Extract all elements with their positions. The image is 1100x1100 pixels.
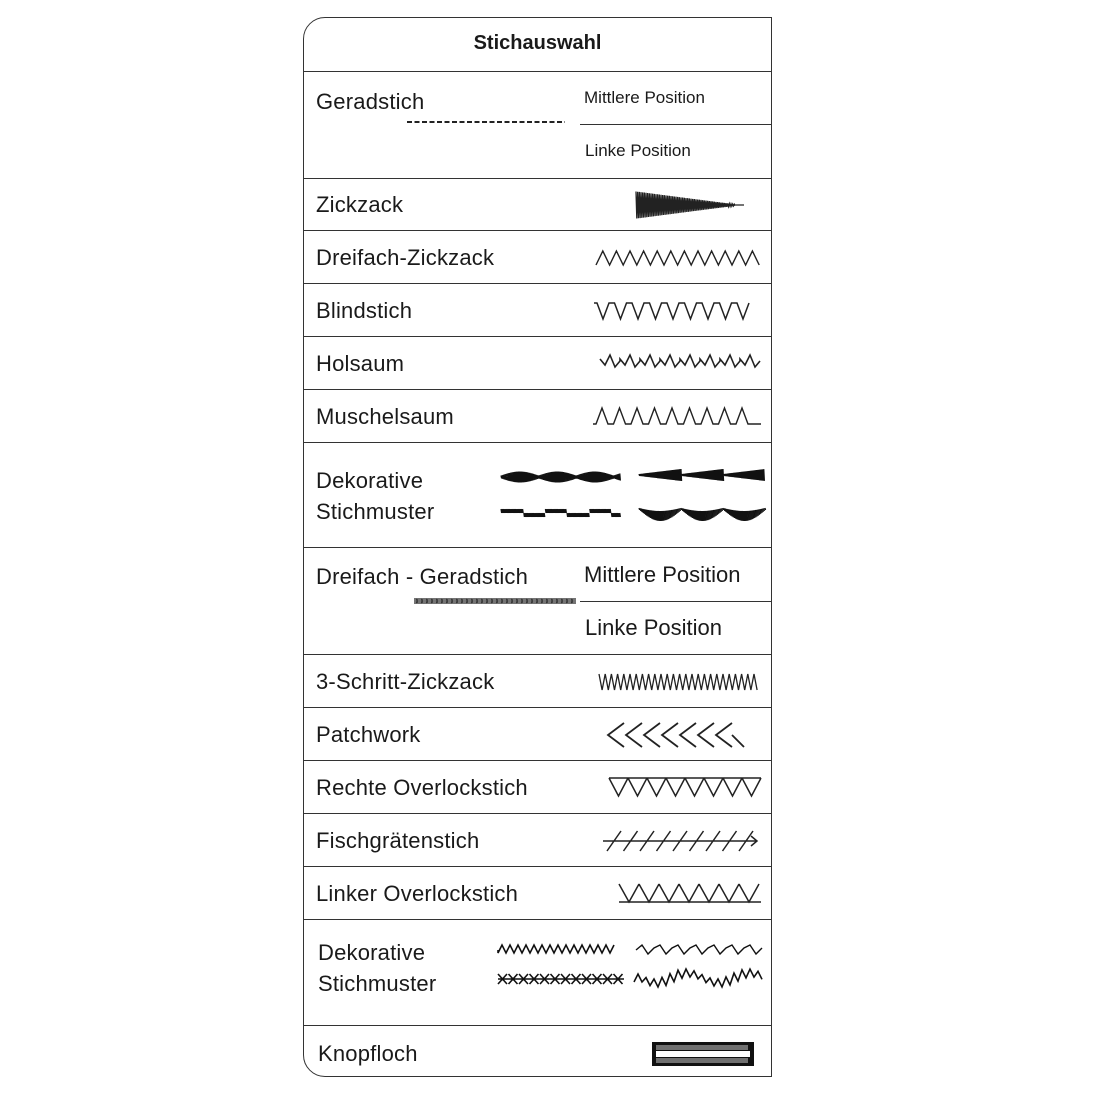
- stitch-row-geradstich[interactable]: [304, 72, 771, 179]
- stitch-label: Zickzack: [316, 192, 404, 217]
- herringbone-icon: [601, 828, 761, 854]
- stitch-row-3-schritt-zickzack[interactable]: [304, 655, 771, 708]
- stitch-row-patchwork[interactable]: [304, 708, 771, 761]
- stitch-label: Dreifach - Geradstich: [316, 564, 529, 589]
- decorative-stitch-icon: [494, 938, 766, 1008]
- stitch-label: Muschelsaum: [316, 404, 454, 429]
- stitch-row-dekorative-1[interactable]: [304, 443, 771, 548]
- position-middle-label: Mittlere Position: [584, 562, 741, 587]
- stitch-row-blindstich[interactable]: [304, 284, 771, 337]
- patchwork-icon: [604, 720, 764, 750]
- stitch-row-linker-overlock[interactable]: [304, 867, 771, 920]
- stitch-row-fischgraeten[interactable]: [304, 814, 771, 867]
- three-step-zigzag-icon: [597, 672, 761, 692]
- stitch-label: Rechte Overlockstich: [316, 775, 528, 800]
- hemstitch-icon: [598, 351, 762, 375]
- stitch-selection-card: [303, 17, 772, 1077]
- stitch-label: Holsaum: [316, 351, 405, 376]
- stitch-row-holsaum[interactable]: [304, 337, 771, 390]
- stitch-row-knopfloch[interactable]: [304, 1026, 771, 1077]
- triple-zigzag-icon: [594, 249, 762, 267]
- stitch-label-line2: Stichmuster: [316, 499, 435, 524]
- stitch-label-line1: Dekorative: [316, 468, 424, 493]
- position-middle-label: Mittlere Position: [584, 88, 705, 107]
- stitch-row-rechte-overlock[interactable]: [304, 761, 771, 814]
- left-overlock-icon: [617, 881, 763, 905]
- decorative-stitch-icon: [499, 463, 767, 543]
- stitch-label: Patchwork: [316, 722, 421, 747]
- stitch-row-zickzack[interactable]: [304, 179, 771, 231]
- stitch-label: 3-Schritt-Zickzack: [316, 669, 495, 694]
- position-left-label: Linke Position: [585, 615, 722, 640]
- header-row: [304, 18, 771, 72]
- stitch-label: Geradstich: [316, 89, 425, 114]
- stitch-row-dreifach-geradstich[interactable]: [304, 548, 771, 655]
- shell-hem-icon: [591, 405, 763, 427]
- stitch-row-muschelsaum[interactable]: [304, 390, 771, 443]
- stitch-label: Blindstich: [316, 298, 413, 323]
- stitch-label: Linker Overlockstich: [316, 881, 519, 906]
- buttonhole-icon: [651, 1041, 755, 1069]
- stitch-label: Knopfloch: [318, 1041, 418, 1066]
- stitch-row-dekorative-2[interactable]: [304, 920, 771, 1026]
- stitch-label-line1: Dekorative: [318, 940, 426, 965]
- stitch-label: Fischgrätenstich: [316, 828, 480, 853]
- position-left-label: Linke Position: [585, 141, 691, 160]
- zigzag-taper-icon: [634, 189, 746, 221]
- position-divider: [580, 601, 771, 602]
- right-overlock-icon: [607, 775, 763, 799]
- stitch-row-dreifach-zickzack[interactable]: [304, 231, 771, 284]
- triple-straight-stitch-icon: [414, 596, 578, 606]
- stitch-label-line2: Stichmuster: [318, 971, 437, 996]
- straight-stitch-icon: [407, 117, 567, 127]
- position-divider: [580, 124, 771, 125]
- stitch-label: Dreifach-Zickzack: [316, 245, 495, 270]
- blind-stitch-icon: [592, 300, 762, 322]
- page-title: Stichauswahl: [473, 32, 602, 54]
